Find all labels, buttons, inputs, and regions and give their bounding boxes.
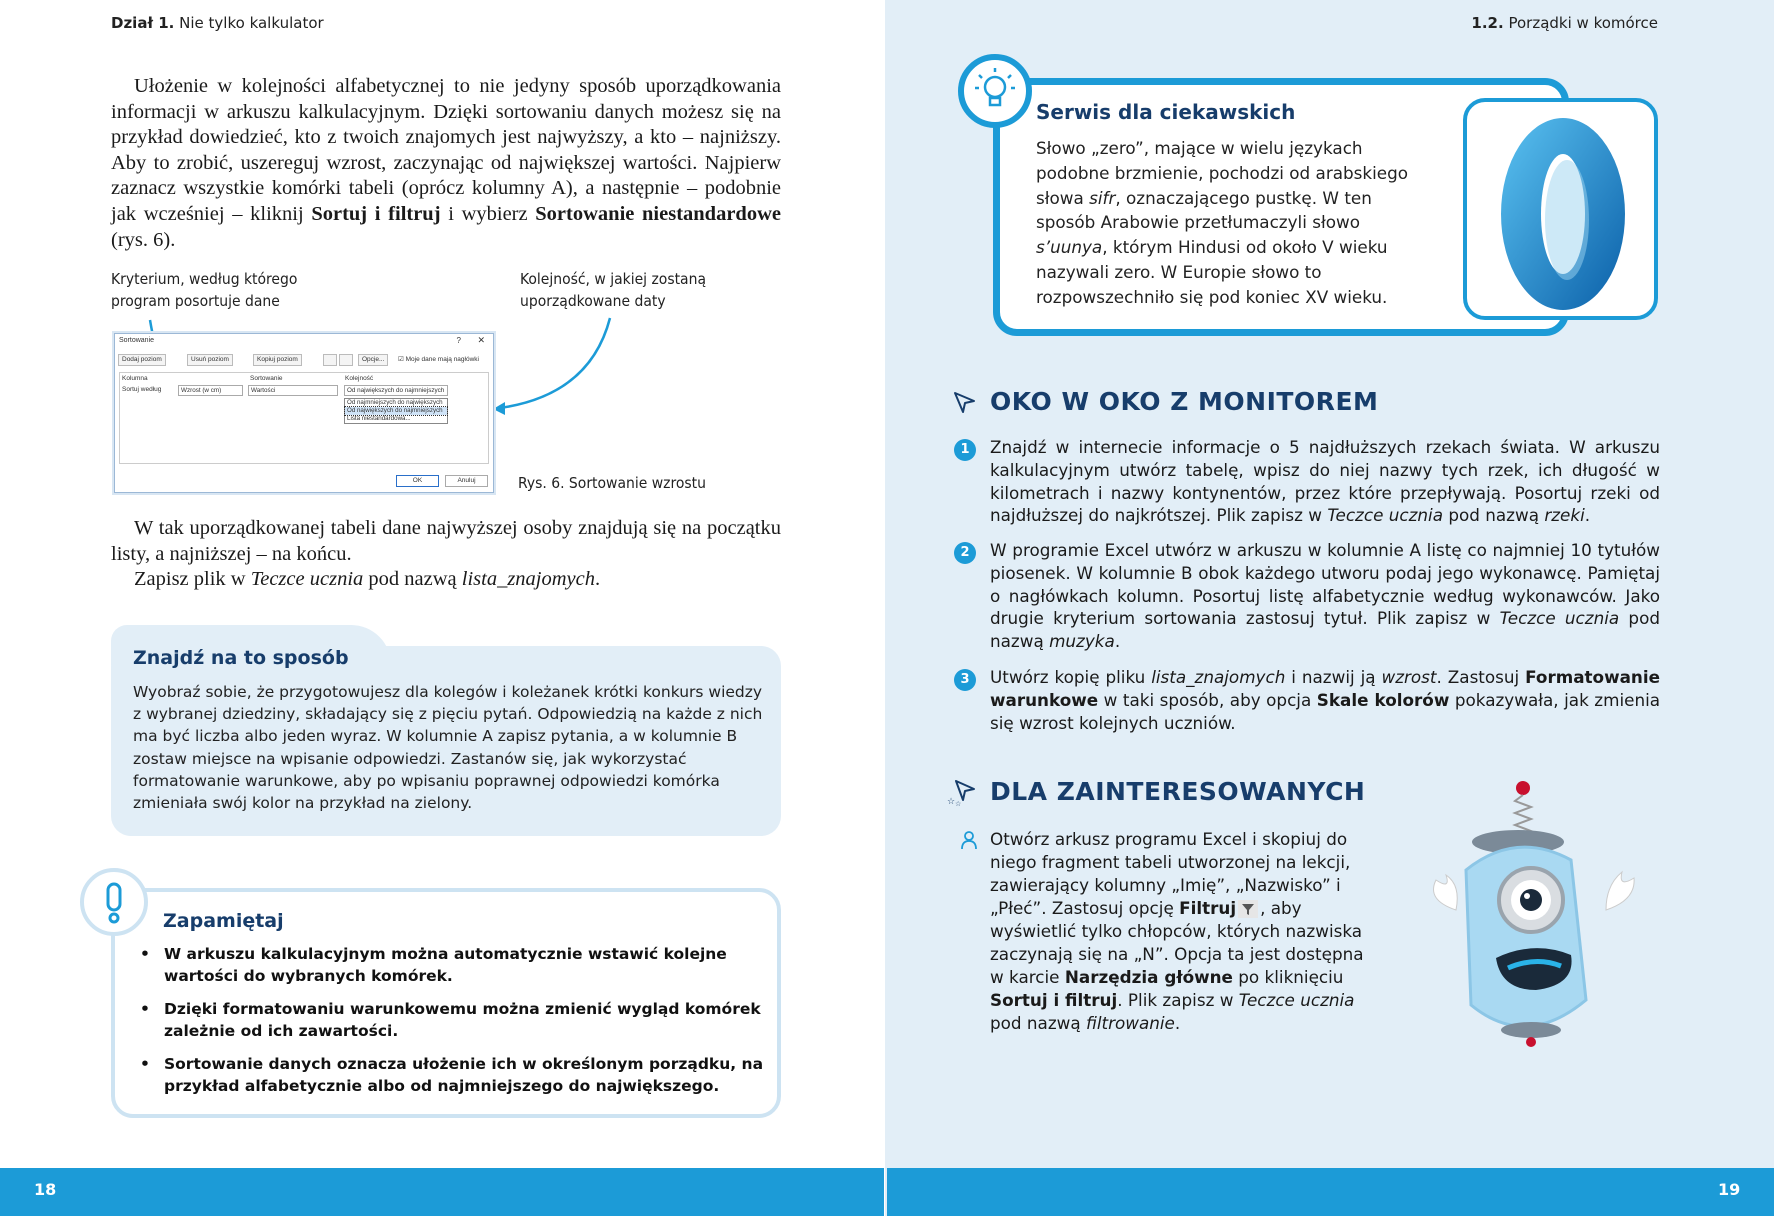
task-3: Utwórz kopię pliku lista_znajomych i nazwij ją wzrost. Zastosuj Formatowanie warunkowe w taki sposób, aby opcja Skale kolorów pokazywała, jak zmienia się wzrost kolejnych uczniów.: [990, 667, 1661, 733]
lightbulb-icon: [964, 60, 1026, 122]
zero-illustration: [1467, 102, 1654, 316]
left-footer-bar: [0, 1168, 884, 1216]
filter-icon: [1238, 900, 1258, 918]
oko-title: OKO W OKO Z MONITOREM: [990, 387, 1379, 416]
zapamietaj-list: [138, 943, 768, 1107]
copy-level-button[interactable]: Kopiuj poziom: [253, 354, 302, 366]
figure-caption: Rys. 6. Sortowanie wzrostu: [518, 474, 706, 492]
order-select[interactable]: Od największych do najmniejszych: [344, 385, 448, 396]
zapamietaj-item: • W arkuszu kalkulacyjnym można automatycznie wstawić kolejne wartości do wybranych komórek.: [138, 943, 768, 988]
znajdz-text: Wyobraź sobie, że przygotowujesz dla kolegów i koleżanek krótki konkurs wiedzy z wybranej dziedziny, składający się z pięciu pytań. Odpowiedzią na każde z nich ma być liczba albo jeden wyraz. W kolumnie A zapisz pytania, a w kolumnie B zostaw miejsce na wpisanie odpowiedzi. Zastanów się, jak wykorzystać formatowanie warunkowe, aby po wpisaniu poprawnej odpowiedzi komórka zmieniała swój kolor na przykład na zielony.: [133, 683, 763, 813]
caption-criterion: Kryterium, według którego program posortuje dane: [111, 270, 298, 310]
options-button[interactable]: Opcje...: [358, 354, 388, 366]
cursor-icon: [952, 390, 978, 416]
serwis-text: Słowo „zero”, mające w wielu językach podobne brzmienie, pochodzi od arabskiego słowa sifr, oznaczającego pustkę. W ten sposób Arabowie przetłumaczyli słowo s’uunya, którym Hindusi od około V wieku nazywali zero. W Europie słowo to rozpowszechniło się pod koniec XV wieku.: [1036, 138, 1409, 307]
headers-checkbox[interactable]: ☑ Moje dane mają nagłówki: [398, 356, 479, 363]
col-sort-header: Sortowanie: [250, 375, 283, 382]
right-page-number: 19: [1718, 1180, 1741, 1199]
col-column-header: Kolumna: [122, 375, 148, 382]
after-paragraph: [111, 516, 781, 593]
close-button[interactable]: ✕: [477, 335, 485, 345]
order-option-selected[interactable]: Od największych do najmniejszych: [345, 407, 447, 415]
cancel-button[interactable]: Anuluj: [445, 475, 488, 487]
delete-level-button[interactable]: Usuń poziom: [187, 354, 233, 366]
zapamietaj-badge: [80, 868, 148, 936]
left-header: Dział 1. Nie tylko kalkulator: [111, 14, 324, 32]
task-2: W programie Excel utwórz w arkuszu w kolumnie A listę co najmniej 10 tytułów piosenek. W kolumnie B obok każdego utworu podaj jego wykonawcę. Pamiętaj o nagłówkach kolumn. Posortuj listę alfabetycznie według wykonawców. Jako drugie kryterium sortowania zastosuj tytuł. Plik zapisz w Teczce ucznia pod nazwą muzyka.: [990, 540, 1660, 652]
after-text-2: Zapisz plik w Teczce ucznia pod nazwą lista_znajomych.: [134, 568, 601, 591]
exclamation-icon: [84, 872, 144, 932]
order-dropdown-list: [344, 398, 448, 424]
znajdz-title: Znajdź na to sposób: [133, 647, 349, 669]
right-header: 1.2. Porządki w komórce: [1471, 14, 1658, 32]
arrow-order-head: [493, 402, 505, 415]
task-1: Znajdź w internecie informacje o 5 najdłuższych rzekach świata. W arkuszu kalkulacyjnym utwórz tabelę, wpisz do niej nazwy tych rzek, ich długość w kilometrach i nazwy kontynentów, przez które przepływają. Posortuj rzeki od najdłuższej do najkrótszej. Plik zapisz w Teczce ucznia pod nazwą rzeki.: [990, 437, 1660, 526]
arrow-order: [500, 318, 610, 408]
move-up-button[interactable]: [323, 354, 337, 366]
task-number: 1: [954, 439, 976, 461]
caption-order: Kolejność, w jakiej zostaną uporządkowane daty: [520, 270, 706, 310]
column-select[interactable]: Wzrost (w cm): [178, 385, 243, 396]
zapamietaj-item: • Dzięki formatowaniu warunkowemu można zmienić wygląd komórek zależnie od ich zawartości.: [138, 998, 768, 1043]
dla-text: Otwórz arkusz programu Excel i skopiuj do niego fragment tabeli utworzonej na lekcji, zawierający kolumny „Imię”, „Nazwisko” i „Płeć”. Zastosuj opcję Filtruj , aby wyświetlić tylko chłopców, których nazwiska zaczynają się na „N”. Opcja ta jest dostępna w karcie Narzędzia główne po kliknięciu Sortuj i filtruj. Plik zapisz w Teczce ucznia pod nazwą filtrowanie.: [990, 829, 1364, 1033]
cursor-stars-icon: [946, 777, 978, 807]
ok-button[interactable]: OK: [396, 475, 439, 487]
left-page-number: 18: [34, 1180, 57, 1199]
zero-illustration-frame: [1463, 98, 1658, 320]
move-down-button[interactable]: [339, 354, 353, 366]
dla-title: DLA ZAINTERESOWANYCH: [990, 777, 1366, 806]
svg-text:☆: ☆: [955, 800, 962, 807]
zapamietaj-title: Zapamiętaj: [163, 910, 284, 932]
serwis-badge: [958, 54, 1032, 128]
order-option[interactable]: Lista niestandardowa...: [347, 415, 411, 422]
add-level-button[interactable]: Dodaj poziom: [118, 354, 166, 366]
sort-levels-grid: [119, 372, 489, 464]
person-icon: [960, 830, 978, 850]
after-text-1: W tak uporządkowanej tabeli dane najwyższej osoby znajdują się na początku listy, a najniższej – na końcu.: [111, 517, 781, 565]
svg-text:☆: ☆: [947, 797, 956, 807]
dialog-title: Sortowanie: [119, 337, 155, 344]
task-number: 3: [954, 669, 976, 691]
sort-by-label: Sortuj według: [122, 386, 162, 393]
col-order-header: Kolejność: [345, 375, 374, 382]
order-option[interactable]: Od najmniejszych do największych: [347, 399, 443, 406]
serwis-title: Serwis dla ciekawskich: [1036, 100, 1296, 124]
robot-illustration: [1396, 780, 1676, 1080]
sort-dialog: [114, 333, 494, 493]
help-button[interactable]: ?: [456, 336, 461, 345]
intro-paragraph: Ułożenie w kolejności alfabetycznej to nie jedyny sposób uporządkowania informacji w arkuszu kalkulacyjnym. Dzięki sortowaniu danych możesz się na przykład dowiedzieć, kto z twoich znajomych jest najwyższy, a kto – najniższy. Aby to zrobić, uszereguj wzrost, zaczynając od największej wartości. Najpierw zaznacz wszystkie komórki tabeli (oprócz kolumny A), a następnie – podobnie jak wcześniej – kliknij Sortuj i filtruj i wybierz Sortowanie niestandardowe (rys. 6).: [111, 75, 781, 251]
right-footer-bar: [887, 1168, 1774, 1216]
sort-on-select[interactable]: Wartości: [248, 385, 338, 396]
zapamietaj-item: • Sortowanie danych oznacza ułożenie ich w określonym porządku, na przykład alfabetycznie albo od najmniejszego do największego.: [138, 1053, 768, 1098]
task-number: 2: [954, 542, 976, 564]
